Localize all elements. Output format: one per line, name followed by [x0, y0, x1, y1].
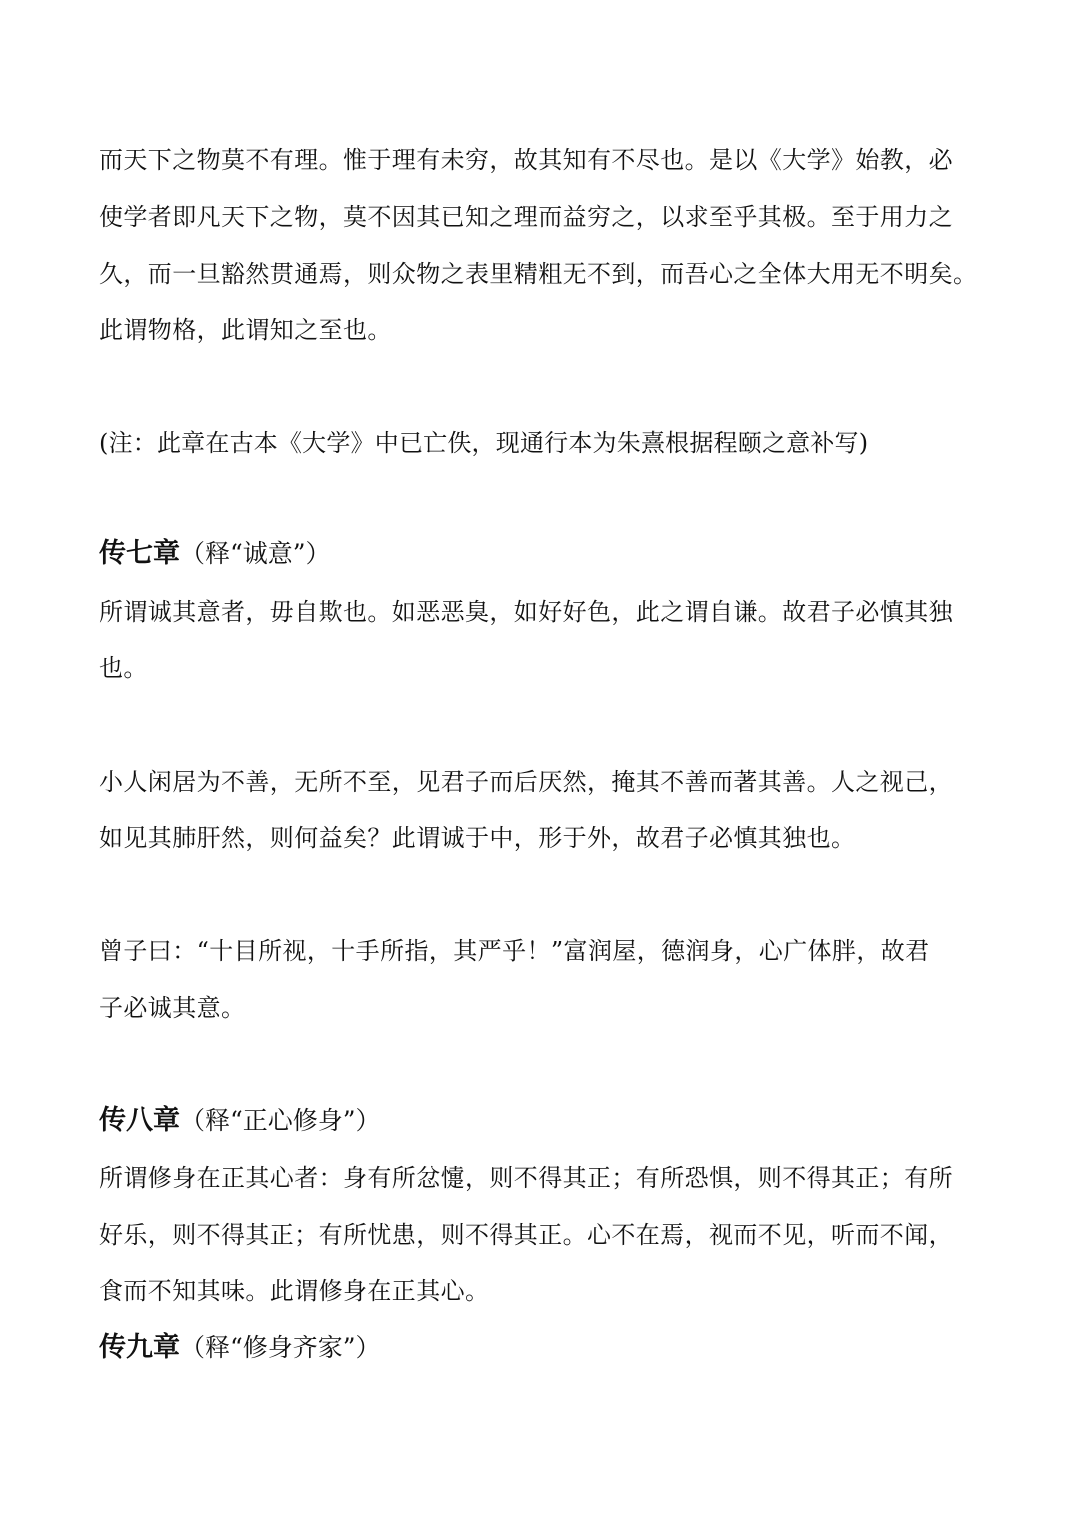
paragraph-line: 久，而一旦豁然贯通焉，则众物之表里精粗无不到，而吾心之全体大用无不明矣。	[99, 260, 978, 288]
paragraph-line: 而天下之物莫不有理。惟于理有未穷，故其知有不尽也。是以《大学》始教，必	[99, 146, 953, 174]
editor-note: (注：此章在古本《大学》中已亡佚，现通行本为朱熹根据程颐之意补写)	[99, 429, 869, 457]
chapter-7-line: 子必诚其意。	[99, 994, 246, 1022]
chapter-7-line: 小人闲居为不善，无所不至，见君子而后厌然，掩其不善而著其善。人之视己，	[99, 768, 953, 796]
chapter-7-subtitle: （释“诚意”）	[180, 539, 331, 568]
chapter-8-heading	[99, 1104, 381, 1138]
chapter-8-line: 食而不知其味。此谓修身在正其心。	[99, 1277, 490, 1305]
chapter-8-title: 传八章	[99, 1105, 180, 1136]
chapter-8-subtitle: （释“正心修身”）	[180, 1106, 381, 1135]
chapter-7-heading	[99, 537, 331, 571]
chapter-7-line: 曾子曰：“十目所视，十手所指，其严乎！”富润屋，德润身，心广体胖，故君	[99, 937, 930, 965]
chapter-7-title: 传七章	[99, 538, 180, 569]
chapter-9-title: 传九章	[99, 1332, 180, 1363]
chapter-8-line: 所谓修身在正其心者：身有所忿懥，则不得其正；有所恐惧，则不得其正；有所	[99, 1164, 953, 1192]
chapter-7-line: 所谓诚其意者，毋自欺也。如恶恶臭，如好好色，此之谓自谦。故君子必慎其独	[99, 598, 953, 626]
chapter-8-line: 好乐，则不得其正；有所忧患，则不得其正。心不在焉，视而不见，听而不闻，	[99, 1221, 953, 1249]
paragraph-line: 使学者即凡天下之物，莫不因其已知之理而益穷之，以求至乎其极。至于用力之	[99, 203, 953, 231]
chapter-7-line: 如见其肺肝然，则何益矣？此谓诚于中，形于外，故君子必慎其独也。	[99, 824, 856, 852]
chapter-7-line: 也。	[99, 654, 148, 682]
chapter-9-subtitle: （释“修身齐家”）	[180, 1333, 381, 1362]
paragraph-line: 此谓物格，此谓知之至也。	[99, 316, 392, 344]
chapter-9-heading	[99, 1331, 381, 1365]
